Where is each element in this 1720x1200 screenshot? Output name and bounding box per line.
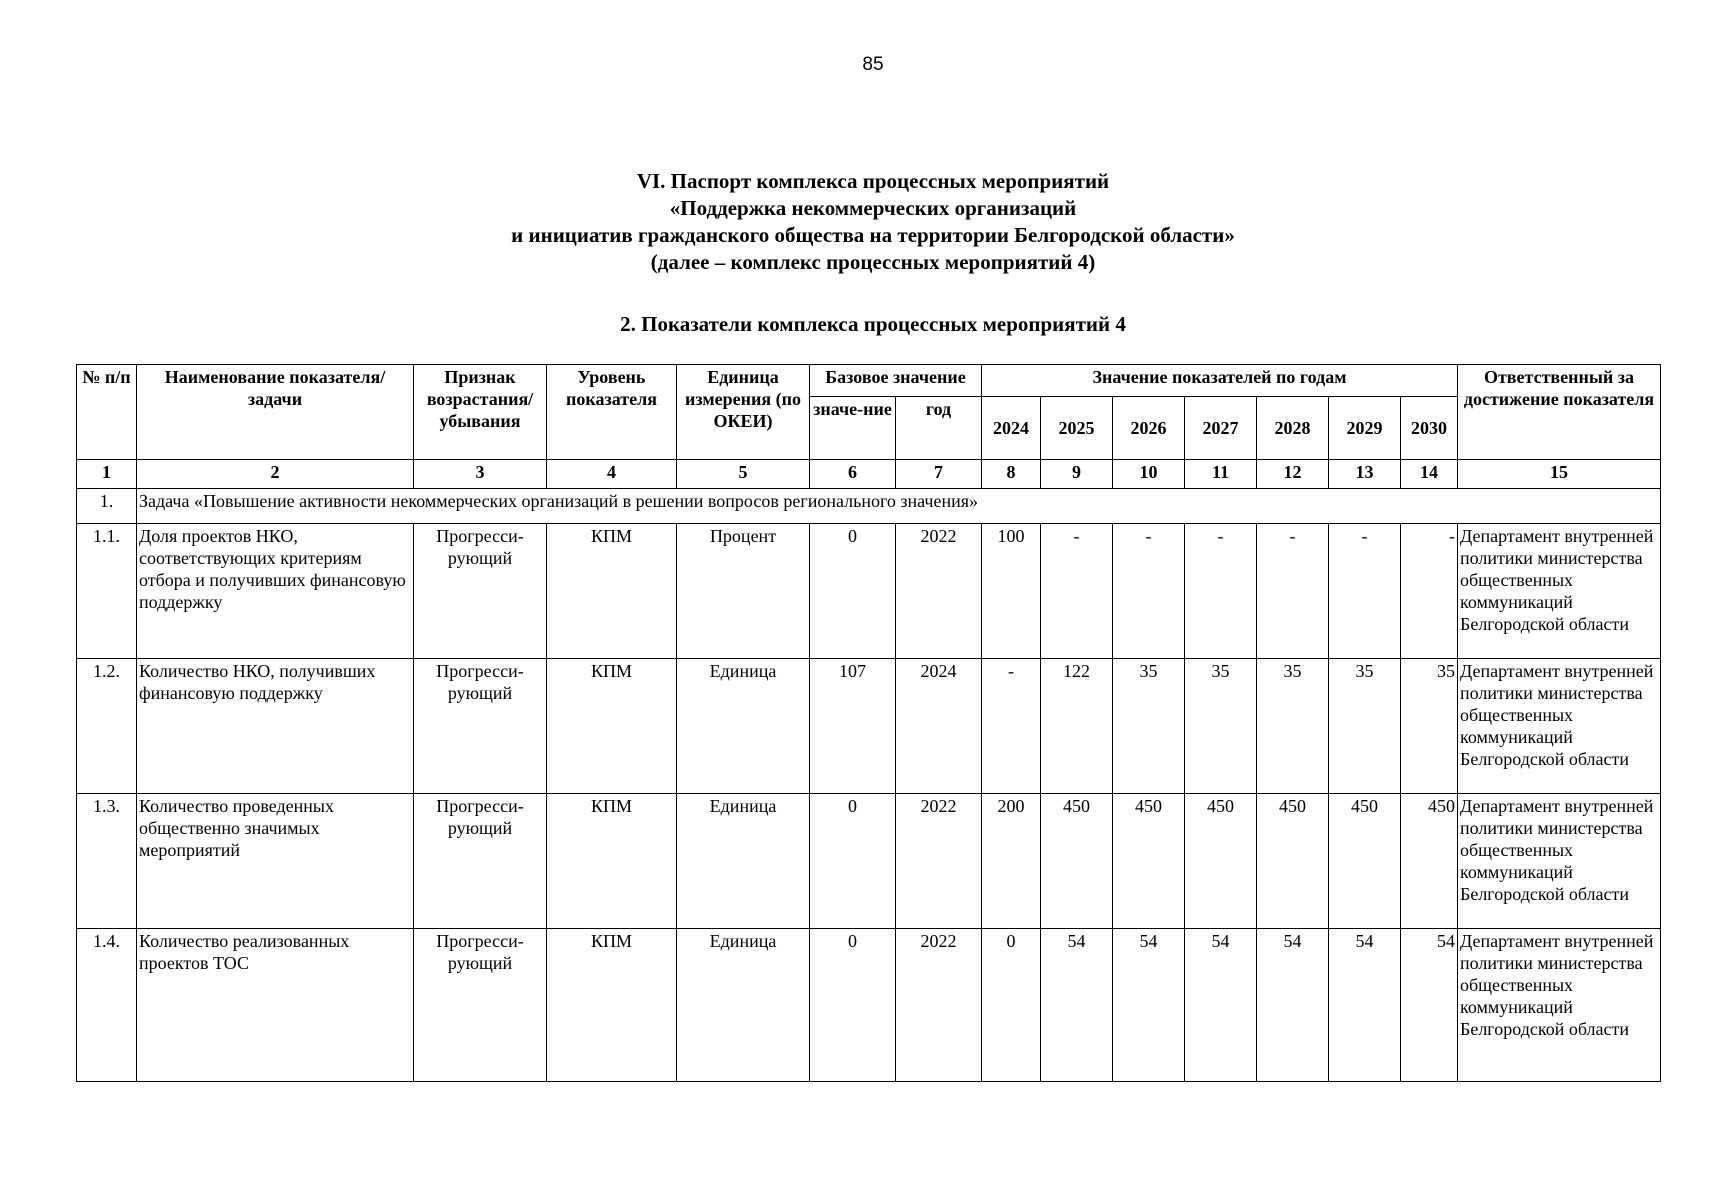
row-level: КПМ (547, 524, 677, 659)
column-number: 8 (982, 460, 1041, 489)
header-base-year: год (896, 397, 982, 460)
row-value-2029: 35 (1329, 659, 1401, 794)
header-row (77, 365, 1661, 397)
column-number: 5 (677, 460, 810, 489)
row-sign: Прогресси-рующий (414, 794, 547, 929)
row-name: Количество проведенных общественно значимых мероприятий (137, 794, 414, 929)
row-base-year: 2022 (896, 794, 982, 929)
column-number: 3 (414, 460, 547, 489)
row-level: КПМ (547, 794, 677, 929)
row-value-2026: 54 (1113, 929, 1185, 1082)
row-sign: Прогресси-рующий (414, 929, 547, 1082)
column-number-row (77, 460, 1661, 489)
row-responsible: Департамент внутренней политики министерства общественных коммуникаций Белгородской области (1458, 929, 1661, 1082)
header-base: Базовое значение (810, 365, 982, 397)
row-base-year: 2022 (896, 524, 982, 659)
row-unit: Единица (677, 794, 810, 929)
row-value-2027: 35 (1185, 659, 1257, 794)
title-line: VI. Паспорт комплекса процессных мероприятий (636, 169, 1110, 193)
header-base-value: значе-ние (810, 397, 896, 460)
column-number: 1 (77, 460, 137, 489)
row-value-2028: 35 (1257, 659, 1329, 794)
row-value-2024: 0 (982, 929, 1041, 1082)
row-base-year: 2022 (896, 929, 982, 1082)
row-value-2027: 450 (1185, 794, 1257, 929)
header-responsible: Ответственный за достижение показателя (1458, 365, 1661, 460)
header-unit: Единица измерения (по ОКЕИ) (677, 365, 810, 460)
row-responsible: Департамент внутренней политики министерства общественных коммуникаций Белгородской области (1458, 659, 1661, 794)
column-number: 9 (1041, 460, 1113, 489)
header-by-years: Значение показателей по годам (982, 365, 1458, 397)
row-level: КПМ (547, 659, 677, 794)
table-row (77, 524, 1661, 659)
row-num: 1.2. (77, 659, 137, 794)
column-number: 2 (137, 460, 414, 489)
row-value-2030: 54 (1401, 929, 1458, 1082)
page-number: 85 (862, 54, 884, 75)
row-base-value: 0 (810, 524, 896, 659)
row-value-2030: - (1401, 524, 1458, 659)
row-value-2025: 54 (1041, 929, 1113, 1082)
row-base-value: 107 (810, 659, 896, 794)
row-value-2029: - (1329, 524, 1401, 659)
header-sign: Признак возрастания/ убывания (414, 365, 547, 460)
section-title (0, 168, 1720, 276)
header-year: 2029 (1329, 397, 1401, 460)
column-number: 6 (810, 460, 896, 489)
indicators-table (76, 364, 1661, 1082)
title-line: (далее – комплекс процессных мероприятий 4) (650, 250, 1096, 274)
title-line: и инициатив гражданского общества на территории Белгородской области» (511, 223, 1235, 247)
row-sign: Прогресси-рующий (414, 659, 547, 794)
header-num: № п/п (77, 365, 137, 460)
column-number: 7 (896, 460, 982, 489)
row-value-2030: 450 (1401, 794, 1458, 929)
row-value-2028: - (1257, 524, 1329, 659)
column-number: 12 (1257, 460, 1329, 489)
row-level: КПМ (547, 929, 677, 1082)
row-sign: Прогресси-рующий (414, 524, 547, 659)
row-base-year: 2024 (896, 659, 982, 794)
row-value-2025: 450 (1041, 794, 1113, 929)
column-number: 4 (547, 460, 677, 489)
row-num: 1.1. (77, 524, 137, 659)
header-year: 2028 (1257, 397, 1329, 460)
row-name: Количество НКО, получивших финансовую поддержку (137, 659, 414, 794)
header-name: Наименование показателя/задачи (137, 365, 414, 460)
row-value-2026: 35 (1113, 659, 1185, 794)
row-unit: Единица (677, 929, 810, 1082)
row-value-2030: 35 (1401, 659, 1458, 794)
row-value-2029: 54 (1329, 929, 1401, 1082)
task-text: Задача «Повышение активности некоммерческих организаций в решении вопросов регионального значения» (137, 489, 1661, 524)
header-level: Уровень показателя (547, 365, 677, 460)
column-number: 10 (1113, 460, 1185, 489)
row-num: 1.3. (77, 794, 137, 929)
row-value-2024: 200 (982, 794, 1041, 929)
row-value-2024: 100 (982, 524, 1041, 659)
row-responsible: Департамент внутренней политики министерства общественных коммуникаций Белгородской области (1458, 794, 1661, 929)
header-year: 2025 (1041, 397, 1113, 460)
row-value-2026: - (1113, 524, 1185, 659)
header-year: 2027 (1185, 397, 1257, 460)
row-base-value: 0 (810, 929, 896, 1082)
task-num: 1. (77, 489, 137, 524)
header-year: 2030 (1401, 397, 1458, 460)
table-row (77, 929, 1661, 1082)
row-value-2027: 54 (1185, 929, 1257, 1082)
row-value-2028: 450 (1257, 794, 1329, 929)
row-value-2029: 450 (1329, 794, 1401, 929)
row-value-2025: 122 (1041, 659, 1113, 794)
section-subtitle: 2. Показатели комплекса процессных мероприятий 4 (620, 312, 1126, 336)
column-number: 15 (1458, 460, 1661, 489)
column-number: 11 (1185, 460, 1257, 489)
row-value-2028: 54 (1257, 929, 1329, 1082)
table-row (77, 659, 1661, 794)
column-number: 13 (1329, 460, 1401, 489)
task-row (77, 489, 1661, 524)
row-num: 1.4. (77, 929, 137, 1082)
row-value-2027: - (1185, 524, 1257, 659)
header-year: 2026 (1113, 397, 1185, 460)
row-name: Количество реализованных проектов ТОС (137, 929, 414, 1082)
row-base-value: 0 (810, 794, 896, 929)
row-name: Доля проектов НКО, соответствующих критериям отбора и получивших финансовую поддержку (137, 524, 414, 659)
row-unit: Единица (677, 659, 810, 794)
title-line: «Поддержка некоммерческих организаций (669, 196, 1077, 220)
column-number: 14 (1401, 460, 1458, 489)
row-value-2026: 450 (1113, 794, 1185, 929)
header-year: 2024 (982, 397, 1041, 460)
row-unit: Процент (677, 524, 810, 659)
row-responsible: Департамент внутренней политики министерства общественных коммуникаций Белгородской области (1458, 524, 1661, 659)
table-row (77, 794, 1661, 929)
row-value-2024: - (982, 659, 1041, 794)
row-value-2025: - (1041, 524, 1113, 659)
